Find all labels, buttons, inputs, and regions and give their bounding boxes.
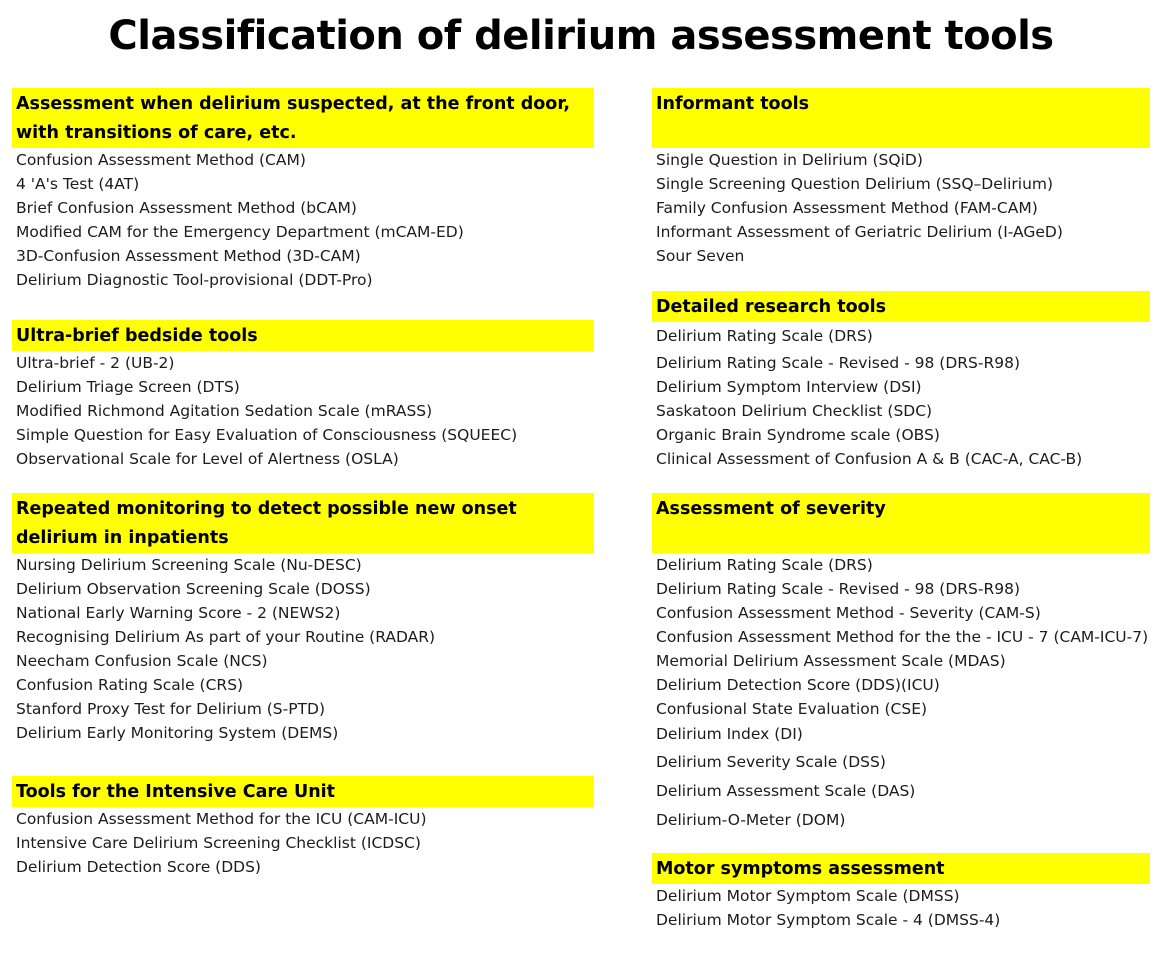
list-item: Single Question in Delirium (SQiD) [656,151,923,169]
list-item: Simple Question for Easy Evaluation of Consciousness (SQUEEC) [16,426,518,444]
tool-list [652,884,1150,932]
section-header: Detailed research tools [652,291,1150,322]
list-item: Delirium Detection Score (DDS) [16,858,261,876]
page-title: Classification of delirium assessment tools [108,13,1054,59]
list-item: Ultra-brief - 2 (UB-2) [16,354,175,372]
section-header: Assessment when delirium suspected, at the front door, with transitions of care, etc. [12,88,594,148]
list-item: Confusional State Evaluation (CSE) [656,700,928,718]
list-item: Delirium Rating Scale - Revised - 98 (DRS-R98) [656,580,1021,598]
tool-list [652,553,1150,835]
section-header: Informant tools [652,88,1150,148]
list-item: Informant Assessment of Geriatric Delirium (I-AGeD) [656,223,1063,241]
list-item: National Early Warning Score - 2 (NEWS2) [16,604,341,622]
list-item: Neecham Confusion Scale (NCS) [16,652,268,670]
section-research [652,291,1150,471]
list-item: Confusion Rating Scale (CRS) [16,676,244,694]
list-item: 3D-Confusion Assessment Method (3D-CAM) [16,247,361,265]
list-item: Organic Brain Syndrome scale (OBS) [656,426,940,444]
section-header: Ultra-brief bedside tools [12,320,594,351]
section-severity [652,493,1150,835]
list-item: Delirium Rating Scale - Revised - 98 (DRS-R98) [656,354,1021,372]
list-item: Delirium Rating Scale (DRS) [656,556,873,574]
list-item: Single Screening Question Delirium (SSQ–Delirium) [656,175,1054,193]
tool-list [652,148,1150,268]
section-header: Repeated monitoring to detect possible new onset delirium in inpatients [12,493,594,553]
list-item: Delirium Symptom Interview (DSI) [656,378,922,396]
list-item: Family Confusion Assessment Method (FAM-CAM) [656,199,1038,217]
section-motor [652,853,1150,932]
list-item: Stanford Proxy Test for Delirium (S-PTD) [16,700,326,718]
list-item: Delirium Rating Scale (DRS) [656,327,873,345]
tool-list [12,351,594,471]
tool-list [12,148,594,292]
list-item: Confusion Assessment Method (CAM) [16,151,306,169]
section-informant [652,88,1150,268]
list-item: Delirium Early Monitoring System (DEMS) [16,724,339,742]
list-item: Delirium-O-Meter (DOM) [656,811,846,829]
list-item: Modified Richmond Agitation Sedation Scale (mRASS) [16,402,433,420]
section-icu [12,776,594,879]
section-repeated-monitoring [12,493,594,745]
list-item: Nursing Delirium Screening Scale (Nu-DESC) [16,556,362,574]
list-item: Delirium Severity Scale (DSS) [656,753,886,771]
list-item: Delirium Motor Symptom Scale - 4 (DMSS-4) [656,911,1001,929]
section-header: Motor symptoms assessment [652,853,1150,884]
list-item: 4 'A's Test (4AT) [16,175,140,193]
list-item: Intensive Care Delirium Screening Checklist (ICDSC) [16,834,421,852]
list-item: Confusion Assessment Method for the ICU (CAM-ICU) [16,810,427,828]
list-item: Memorial Delirium Assessment Scale (MDAS) [656,652,1006,670]
list-item: Confusion Assessment Method for the the - ICU - 7 (CAM-ICU-7) [656,628,1149,646]
section-ultra-brief [12,320,594,471]
list-item: Confusion Assessment Method - Severity (CAM-S) [656,604,1041,622]
list-item: Delirium Assessment Scale (DAS) [656,782,916,800]
list-item: Saskatoon Delirium Checklist (SDC) [656,402,933,420]
list-item: Modified CAM for the Emergency Department (mCAM-ED) [16,223,464,241]
list-item: Delirium Diagnostic Tool-provisional (DDT-Pro) [16,271,373,289]
list-item: Delirium Triage Screen (DTS) [16,378,240,396]
section-front-door [12,88,594,292]
list-item: Delirium Observation Screening Scale (DOSS) [16,580,371,598]
list-item: Observational Scale for Level of Alertness (OSLA) [16,450,399,468]
list-item: Clinical Assessment of Confusion A & B (CAC-A, CAC-B) [656,450,1083,468]
list-item: Recognising Delirium As part of your Routine (RADAR) [16,628,436,646]
tool-list [652,322,1150,471]
tool-list [12,807,594,879]
tool-list [12,553,594,745]
section-header: Assessment of severity [652,493,1150,553]
list-item: Delirium Index (DI) [656,725,803,743]
list-item: Brief Confusion Assessment Method (bCAM) [16,199,357,217]
list-item: Sour Seven [656,247,745,265]
section-header: Tools for the Intensive Care Unit [12,776,594,807]
list-item: Delirium Detection Score (DDS)(ICU) [656,676,940,694]
list-item: Delirium Motor Symptom Scale (DMSS) [656,887,960,905]
